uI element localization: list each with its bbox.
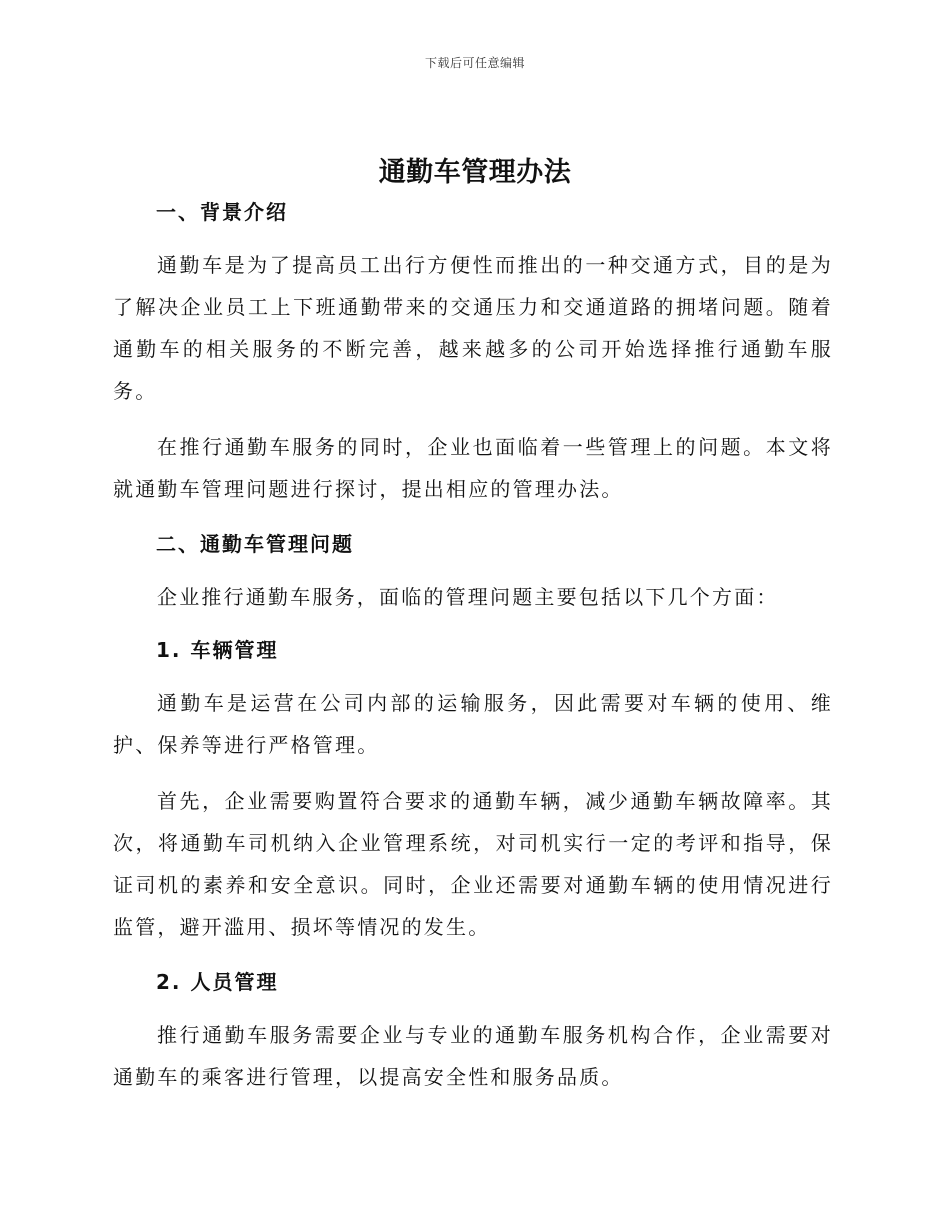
paragraph: 在推行通勤车服务的同时，企业也面临着一些管理上的问题。本文将就通勤车管理问题进行探讨，提出相应的管理办法。 (113, 435, 833, 501)
paragraph: 通勤车是为了提高员工出行方便性而推出的一种交通方式，目的是为了解决企业员工上下班通勤带来的交通压力和交通道路的拥堵问题。随着通勤车的相关服务的不断完善，越来越多的公司开始选择推行通勤车服务。 (113, 253, 833, 403)
document-title: 通勤车管理办法 (378, 157, 572, 188)
paragraph: 企业推行通勤车服务，面临的管理问题主要包括以下几个方面： (157, 585, 779, 609)
subsection-heading-vehicle: 1. 车辆管理 (156, 638, 279, 662)
section-heading-background: 一、背景介绍 (156, 200, 288, 224)
subsection-heading-personnel: 2. 人员管理 (156, 970, 279, 994)
paragraph: 推行通勤车服务需要企业与专业的通勤车服务机构合作，企业需要对通勤车的乘客进行管理，以提高安全性和服务品质。 (113, 1023, 833, 1089)
paragraph: 首先，企业需要购置符合要求的通勤车辆，减少通勤车辆故障率。其次，将通勤车司机纳入企业管理系统，对司机实行一定的考评和指导，保证司机的素养和安全意识。同时，企业还需要对通勤车辆的使用情况进行监管，避开滥用、损坏等情况的发生。 (113, 789, 833, 939)
page-header-note: 下载后可任意编辑 (424, 56, 525, 70)
paragraph: 通勤车是运营在公司内部的运输服务，因此需要对车辆的使用、维护、保养等进行严格管理。 (113, 691, 833, 757)
document-body (113, 192, 833, 1098)
section-heading-problems: 二、通勤车管理问题 (156, 532, 354, 556)
